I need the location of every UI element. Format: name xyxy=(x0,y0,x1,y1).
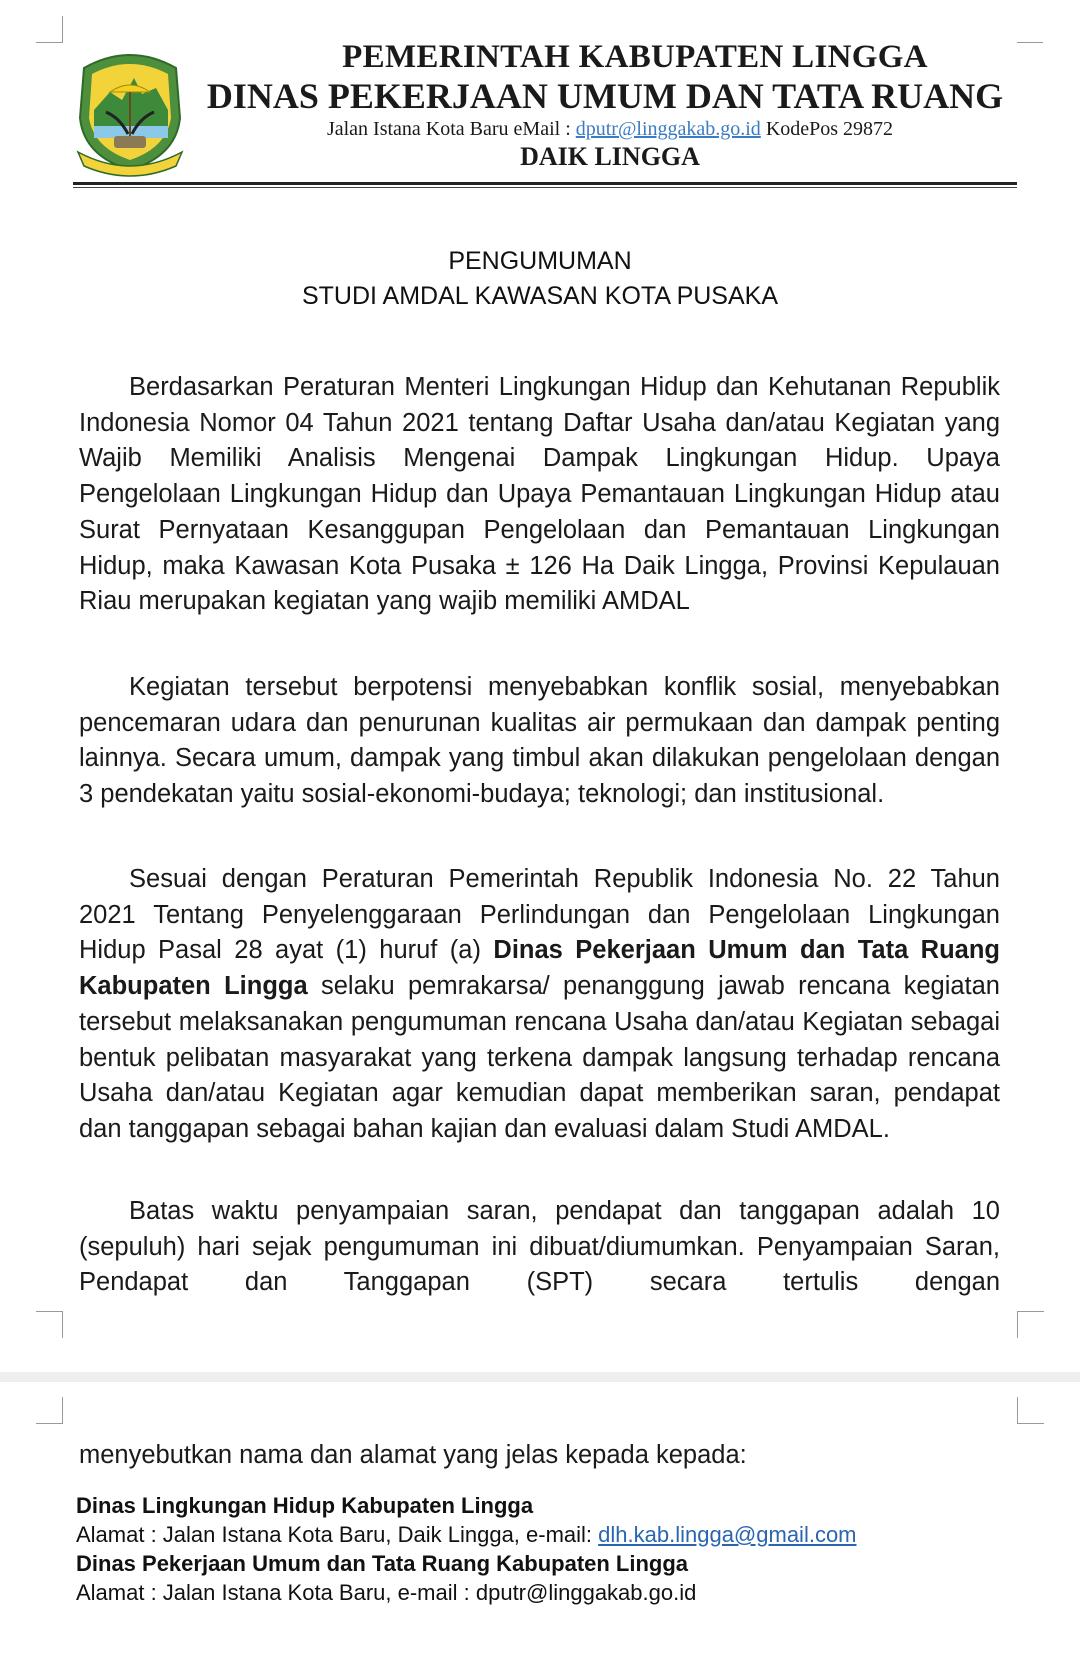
letterhead-divider xyxy=(73,182,1017,185)
letterhead-city: DAIK LINGGA xyxy=(520,142,700,171)
paragraph-agency-name: Dinas Pekerjaan Umum dan Tata Ruang Kabupaten Lingga xyxy=(79,936,1001,1001)
page-corner-mark xyxy=(36,1397,63,1424)
contact-list xyxy=(76,1491,857,1607)
paragraph-text-start: Sesuai dengan Peraturan Pemerintah Republik Indonesia No. 22 Tahun 2021 Tentang Penyelenggaraan Perlindungan dan Pengelolaan Lingkungan Hidup Pasal 28 ayat (1) huruf (a) xyxy=(79,865,1000,965)
letterhead-government: PEMERINTAH KABUPATEN LINGGA xyxy=(342,39,928,75)
paragraph-text-end: selaku pemrakarsa/ penanggung jawab rencana kegiatan tersebut melaksanakan pengumuman rencana Usaha dan/atau Kegiatan sebagai bentuk pelibatan masyarakat yang terkena dampak langsung terhadap rencana Usaha dan/atau Kegiatan agar kemudian dapat memberikan saran, pendapat dan tanggapan sebagai bahan kajian dan evaluasi dalam Studi AMDAL. xyxy=(79,972,1000,1143)
page-corner-mark xyxy=(36,1311,63,1338)
contact-address-text: Alamat : Jalan Istana Kota Baru, Daik Lingga, e-mail: xyxy=(76,1522,599,1547)
paragraph-continuation: menyebutkan nama dan alamat yang jelas kepada kepada: xyxy=(79,1441,747,1469)
letterhead xyxy=(190,38,1020,172)
paragraph-text: Berdasarkan Peraturan Menteri Lingkungan Hidup dan Kehutanan Republik Indonesia Nomor 04 Tahun 2021 tentang Daftar Usaha dan/atau Kegiatan yang Wajib Memiliki Analisis Mengenai Dampak Lingkungan Hidup. Upaya Pengelolaan Lingkungan Hidup dan Upaya Pemantauan Lingkungan Hidup atau Surat Pernyataan Kesanggupan Pengelolaan dan Pemantauan Lingkungan Hidup, maka Kawasan Kota Pusaka ± 126 Ha Daik Lingga, Provinsi Kepulauan Riau merupakan kegiatan yang wajib memiliki AMDAL xyxy=(79,373,1000,616)
letterhead-address-text: Jalan Istana Kota Baru eMail : xyxy=(326,118,576,140)
page-separator xyxy=(0,1372,1080,1382)
contact-address: Alamat : Jalan Istana Kota Baru, e-mail : dputr@linggakab.go.id xyxy=(76,1580,697,1605)
paragraph-text xyxy=(79,862,1000,1148)
paragraph-text: Batas waktu penyampaian saran, pendapat dan tanggapan adalah 10 (sepuluh) hari sejak pengumuman ini dibuat/diumumkan. Penyampaian Saran, Pendapat dan Tanggapan (SPT) secara tertulis dengan xyxy=(79,1197,1000,1297)
announcement-subtitle: STUDI AMDAL KAWASAN KOTA PUSAKA xyxy=(301,282,779,310)
announcement-title: PENGUMUMAN xyxy=(448,247,632,275)
page-corner-mark xyxy=(1017,1311,1044,1338)
contact-name: Dinas Pekerjaan Umum dan Tata Ruang Kabupaten Lingga xyxy=(76,1551,689,1576)
paragraph-deadline xyxy=(79,1194,1000,1301)
paragraph-impacts xyxy=(79,670,1000,813)
contact-email-link[interactable]: dlh.kab.lingga@gmail.com xyxy=(598,1522,857,1547)
page-corner-mark xyxy=(36,16,63,43)
letterhead-agency: DINAS PEKERJAAN UMUM DAN TATA RUANG xyxy=(206,76,1004,116)
contact-name: Dinas Lingkungan Hidup Kabupaten Lingga xyxy=(76,1493,534,1518)
contact-address xyxy=(76,1520,857,1549)
paragraph-regulation xyxy=(79,862,1000,1148)
letterhead-postal-code: KodePos 29872 xyxy=(760,118,894,140)
letterhead-divider-thin xyxy=(73,187,1017,188)
letterhead-address xyxy=(200,116,1020,142)
paragraph-text: Kegiatan tersebut berpotensi menyebabkan konflik sosial, menyebabkan pencemaran udara dan penurunan kualitas air permukaan dan dampak penting lainnya. Secara umum, dampak yang timbul akan dilakukan pengelolaan dengan 3 pendekatan yaitu sosial-ekonomi-budaya; teknologi; dan institusional. xyxy=(79,673,1000,809)
page-corner-mark xyxy=(1017,1397,1044,1424)
page-corner-mark xyxy=(1017,16,1043,43)
paragraph-legal-basis xyxy=(79,370,1000,620)
regency-coat-of-arms-icon xyxy=(76,48,184,180)
letterhead-email-link[interactable]: dputr@linggakab.go.id xyxy=(575,118,761,140)
